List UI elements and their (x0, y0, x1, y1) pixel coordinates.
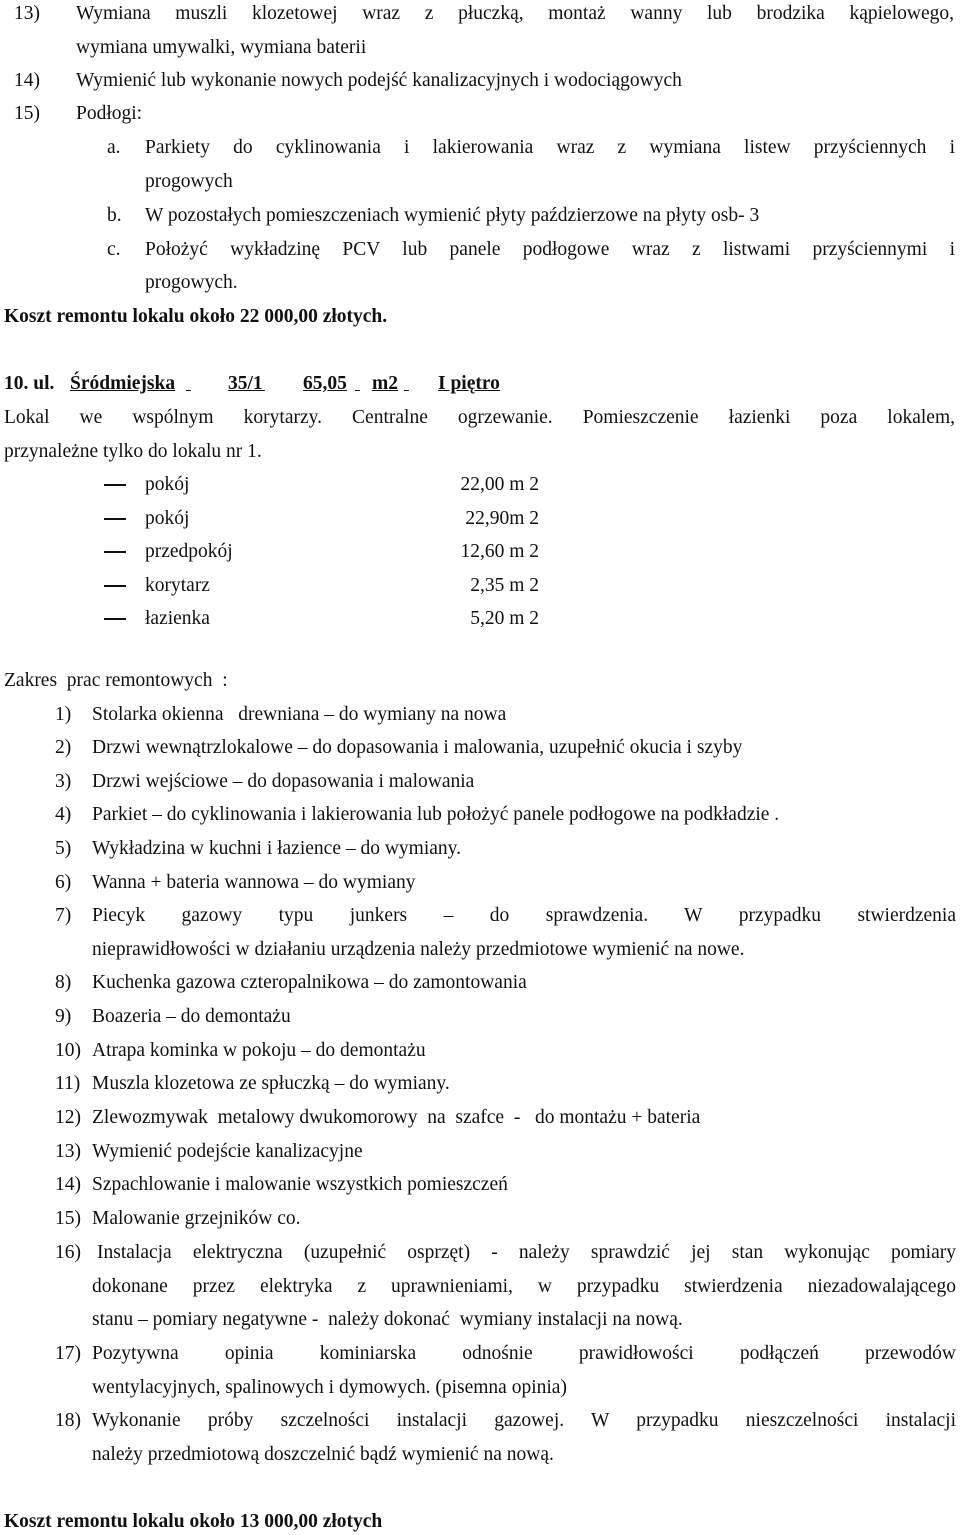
item-number: 14) (14, 70, 40, 91)
room-name: przedpokój (145, 541, 233, 562)
scope-item-text-cont: wentylacyjnych, spalinowych i dymowych. (pisemna opinia) (92, 1377, 567, 1398)
unit-area: 65,05 (303, 373, 347, 394)
item-text: Wymiana muszli klozetowej wraz z płuczką, montaż wanny lub brodzika kąpielowego, (76, 3, 954, 24)
room-area: 2,35 m 2 (470, 575, 539, 596)
scope-item-text: Parkiet – do cyklinowania i lakierowania lub położyć panele podłogowe na podkładzie . (92, 804, 780, 825)
scope-item-text: Atrapa kominka w pokoju – do demontażu (92, 1040, 426, 1061)
sub-item-letter: c. (107, 239, 121, 260)
room-name: pokój (145, 508, 190, 529)
room-name: łazienka (145, 608, 210, 629)
scope-item-text: Kuchenka gazowa czteropalnikowa – do zamontowania (92, 972, 527, 993)
item-number: 3) (55, 771, 72, 792)
scope-item-text: Stolarka okienna drewniana – do wymiany na nowa (92, 704, 507, 725)
room-area: 12,60 m 2 (460, 541, 539, 562)
item-number: 12) (55, 1107, 81, 1128)
scope-item-text: Instalacja elektryczna (uzupełnić osprzęt) - należy sprawdzić jej stan wykonując pomiary (97, 1242, 956, 1263)
unit-street: Śródmiejska (70, 373, 176, 394)
sub-item-text: Parkiety do cyklinowania i lakierowania wraz z wymiana listew przyściennych i (145, 137, 955, 158)
room-area: 5,20 m 2 (470, 608, 539, 629)
unit-description: Lokal we wspólnym korytarzy. Centralne ogrzewanie. Pomieszczenie łazienki poza lokalem, (4, 407, 955, 428)
scope-item-text-cont: należy przedmiotową doszczelnić bądź wymienić na nową. (92, 1444, 554, 1465)
dash-bullet (104, 484, 126, 486)
unit-floor: I piętro (438, 373, 500, 394)
sub-item-letter: b. (107, 205, 122, 226)
item-number: 16) (55, 1242, 81, 1263)
room-area: 22,00 m 2 (460, 474, 539, 495)
cost-summary: Koszt remontu lokalu około 22 000,00 złotych. (4, 306, 388, 327)
unit-address: 35/1 (228, 373, 263, 394)
room-name: pokój (145, 474, 190, 495)
scope-item-text: Boazeria – do demontażu (92, 1006, 291, 1027)
item-number: 18) (55, 1410, 81, 1431)
sub-item-text-cont: progowych (145, 171, 233, 192)
item-number: 15) (55, 1208, 81, 1229)
item-number: 6) (55, 872, 72, 893)
sub-item-letter: a. (107, 137, 121, 158)
scope-item-text-cont: stanu – pomiary negatywne - należy dokonać wymiany instalacji na nową. (92, 1309, 683, 1330)
unit-gap (260, 374, 304, 394)
item-number: 14) (55, 1174, 81, 1195)
item-number: 17) (55, 1343, 81, 1364)
scope-heading: Zakres prac remontowych : (4, 670, 228, 691)
scope-item-text: Muszla klozetowa ze spłuczką – do wymiany. (92, 1073, 450, 1094)
scope-item-text: Wykonanie próby szczelności instalacji gazowej. W przypadku nieszczelności instalacji (92, 1410, 956, 1431)
scope-item-text-cont: dokonane przez elektryka z uprawnieniami, w przypadku stwierdzenia niezadowalającego (92, 1276, 956, 1297)
dash-bullet (104, 585, 126, 587)
scope-item-text: Zlewozmywak metalowy dwukomorowy na szafce - do montażu + bateria (92, 1107, 701, 1128)
scope-item-text: Piecyk gazowy typu junkers – do sprawdzenia. W przypadku stwierdzenia (92, 905, 956, 926)
item-number: 4) (55, 804, 72, 825)
scope-item-text: Drzwi wewnątrzlokalowe – do dopasowania i malowania, uzupełnić okucia i szyby (92, 737, 743, 758)
scope-item-text: Wymienić podejście kanalizacyjne (92, 1141, 363, 1162)
item-number: 9) (55, 1006, 72, 1027)
scope-item-text: Wykładzina w kuchni i łazience – do wymiany. (92, 838, 462, 859)
item-text: Wymienić lub wykonanie nowych podejść kanalizacyjnych i wodociągowych (76, 70, 682, 91)
item-number: 7) (55, 905, 72, 926)
scope-item-text: Szpachlowanie i malowanie wszystkich pomieszczeń (92, 1174, 508, 1195)
room-name: korytarz (145, 575, 210, 596)
dash-bullet (104, 618, 126, 620)
item-number: 15) (14, 103, 40, 124)
sub-item-text: W pozostałych pomieszczeniach wymienić płyty paździerzowe na płyty osb- 3 (145, 205, 760, 226)
cost-summary: Koszt remontu lokalu około 13 000,00 złotych (4, 1511, 383, 1532)
item-number: 10) (55, 1040, 81, 1061)
item-number: 8) (55, 972, 72, 993)
item-text-cont: wymiana umywalki, wymiana baterii (76, 37, 367, 58)
item-number: 13) (55, 1141, 81, 1162)
item-number: 5) (55, 838, 72, 859)
scope-item-text: Drzwi wejściowe – do dopasowania i malowania (92, 771, 475, 792)
scope-item-text: Pozytywna opinia kominiarska odnośnie prawidłowości podłączeń przewodów (92, 1343, 956, 1364)
unit-area-unit: m2 (372, 373, 398, 394)
scope-item-text: Malowanie grzejników co. (92, 1208, 301, 1229)
scope-item-text-cont: nieprawidłowości w działaniu urządzenia należy przedmiotowe wymienić na nowe. (92, 939, 745, 960)
unit-gap (404, 374, 439, 394)
item-number: 11) (55, 1073, 81, 1094)
dash-bullet (104, 551, 126, 553)
item-number: 13) (14, 3, 40, 24)
item-number: 2) (55, 737, 72, 758)
dash-bullet (104, 518, 126, 520)
scope-item-text: Wanna + bateria wannowa – do wymiany (92, 872, 416, 893)
unit-gap (186, 374, 228, 394)
sub-item-text-cont: progowych. (145, 272, 238, 293)
item-number: 1) (55, 704, 72, 725)
unit-description-cont: przynależne tylko do lokalu nr 1. (4, 441, 262, 462)
unit-gap (355, 374, 373, 394)
unit-number: 10. ul. (4, 373, 55, 394)
room-area: 22,90m 2 (465, 508, 539, 529)
sub-item-text: Położyć wykładzinę PCV lub panele podłogowe wraz z listwami przyściennymi i (145, 239, 955, 260)
item-text: Podłogi: (76, 103, 143, 124)
